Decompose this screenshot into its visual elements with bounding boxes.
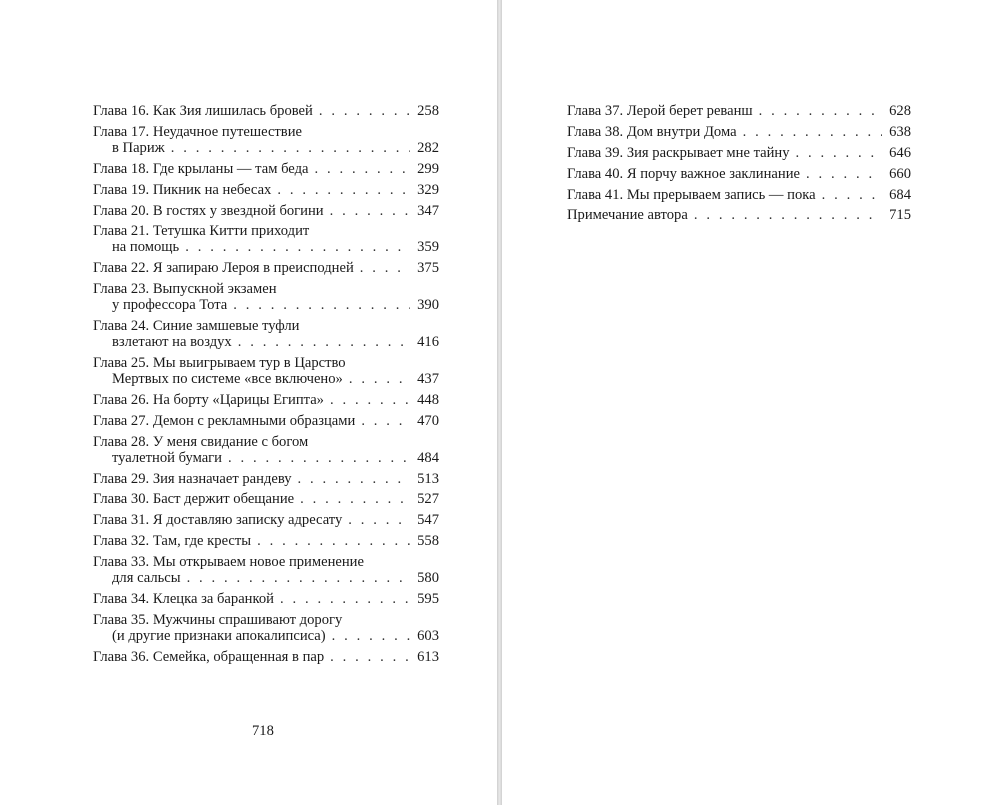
toc-page-number: 299 — [417, 160, 439, 177]
toc-entry-title: у профессора Тота — [112, 297, 228, 314]
toc-entry-line — [93, 649, 439, 665]
toc-entry-title: Глава 40. Я порчу важное заклинание — [567, 165, 801, 182]
toc-entry-title: Глава 38. Дом внутри Дома — [567, 123, 737, 140]
toc-page-number: 437 — [417, 371, 439, 388]
toc-entry-line — [93, 612, 439, 628]
toc-entry — [93, 355, 439, 387]
right-page — [502, 0, 1000, 805]
toc-entry-title: Глава 24. Синие замшевые туфли — [93, 318, 300, 335]
dot-leader — [330, 392, 410, 408]
dot-leader — [796, 145, 883, 161]
dot-leader — [743, 124, 883, 140]
toc-entry-line — [93, 554, 439, 570]
toc-entry-line — [93, 471, 439, 487]
toc-entry-title: Глава 26. На борту «Царицы Египта» — [93, 391, 324, 408]
toc-entry-line — [93, 182, 439, 198]
toc-entry — [93, 260, 439, 276]
toc-page-number: 359 — [417, 239, 439, 256]
dot-leader — [277, 182, 410, 198]
toc-page-number: 684 — [889, 186, 911, 203]
toc-page-number: 646 — [889, 144, 911, 161]
toc-entry — [567, 207, 911, 223]
dot-leader — [361, 413, 410, 429]
toc-list-right — [567, 103, 911, 228]
toc-entry-line — [93, 491, 439, 507]
toc-entry — [93, 533, 439, 549]
toc-entry-title: в Париж — [112, 139, 165, 156]
dot-leader — [185, 239, 410, 255]
dot-leader — [360, 260, 410, 276]
toc-page-number: 448 — [417, 391, 439, 408]
toc-entry-title: Глава 34. Клецка за баранкой — [93, 591, 274, 608]
toc-entry — [93, 281, 439, 313]
dot-leader — [280, 591, 410, 607]
toc-page-number: 347 — [417, 202, 439, 219]
toc-entry-title: Глава 25. Мы выигрываем тур в Царство — [93, 355, 346, 372]
dot-leader — [694, 207, 882, 223]
toc-page-number: 558 — [417, 533, 439, 550]
toc-entry-line — [93, 355, 439, 371]
toc-page-number: 527 — [417, 491, 439, 508]
toc-entry — [567, 145, 911, 161]
dot-leader — [330, 203, 411, 219]
dot-leader — [319, 103, 410, 119]
toc-entry-line — [567, 166, 911, 182]
left-page — [0, 0, 497, 805]
toc-entry — [93, 512, 439, 528]
dot-leader — [822, 187, 882, 203]
toc-entry-title: Глава 33. Мы открываем новое применение — [93, 554, 364, 571]
toc-entry — [93, 203, 439, 219]
toc-entry-line — [93, 434, 439, 450]
toc-entry-line — [93, 239, 439, 255]
toc-entry-line — [567, 103, 911, 119]
toc-page-number: 375 — [417, 260, 439, 277]
toc-entry-title: Глава 16. Как Зия лишилась бровей — [93, 103, 313, 119]
toc-page-number: 484 — [417, 449, 439, 466]
toc-page-number: 580 — [417, 570, 439, 587]
dot-leader — [233, 297, 410, 313]
toc-entry — [93, 591, 439, 607]
toc-page-number: 470 — [417, 412, 439, 429]
toc-entry-line — [93, 570, 439, 586]
toc-entry-title: Глава 22. Я запираю Лероя в преисподней — [93, 260, 354, 277]
toc-page-number: 638 — [889, 123, 911, 140]
dot-leader — [187, 570, 411, 586]
dot-leader — [257, 533, 410, 549]
toc-page-number: 416 — [417, 334, 439, 351]
toc-entry-title: (и другие признаки апокалипсиса) — [112, 627, 326, 644]
toc-entry — [93, 182, 439, 198]
toc-entry-line — [93, 140, 439, 156]
toc-entry-title: Глава 28. У меня свидание с богом — [93, 433, 309, 450]
toc-entry-title: Глава 18. Где крыланы — там беда — [93, 160, 309, 177]
toc-entry-title: Глава 37. Лерой берет реванш — [567, 103, 753, 119]
toc-entry-line — [93, 591, 439, 607]
toc-entry-title: Глава 20. В гостях у звездной богини — [93, 202, 324, 219]
toc-page-number: 628 — [889, 103, 911, 119]
toc-entry-title: Глава 41. Мы прерываем запись — пока — [567, 186, 816, 203]
dot-leader — [171, 140, 410, 156]
dot-leader — [315, 161, 411, 177]
toc-entry-line — [93, 103, 439, 119]
toc-entry — [93, 103, 439, 119]
toc-entry-title: Глава 17. Неудачное путешествие — [93, 123, 302, 140]
dot-leader — [330, 649, 410, 665]
toc-entry-line — [93, 533, 439, 549]
toc-entry-line — [567, 124, 911, 140]
toc-entry-line — [93, 450, 439, 466]
toc-entry — [93, 161, 439, 177]
toc-entry-line — [93, 318, 439, 334]
toc-entry-title: Глава 27. Демон с рекламными образцами — [93, 412, 356, 429]
toc-entry-title: Глава 29. Зия назначает рандеву — [93, 470, 292, 487]
toc-entry-title: на помощь — [112, 239, 180, 256]
toc-entry-line — [93, 413, 439, 429]
dot-leader — [332, 628, 410, 644]
dot-leader — [806, 166, 882, 182]
toc-entry-line — [93, 297, 439, 313]
toc-page-number: 660 — [889, 165, 911, 182]
toc-entry-title: Глава 31. Я доставляю записку адресату — [93, 512, 343, 529]
toc-entry-line — [93, 124, 439, 140]
toc-entry-line — [93, 392, 439, 408]
toc-page-number: 258 — [417, 103, 439, 119]
toc-entry-title: Примечание автора — [567, 207, 688, 224]
toc-entry-title: Глава 19. Пикник на небесах — [93, 181, 272, 198]
toc-entry-title: Глава 23. Выпускной экзамен — [93, 281, 277, 298]
toc-page-number: 282 — [417, 139, 439, 156]
toc-entry — [93, 124, 439, 156]
toc-entry — [93, 318, 439, 350]
toc-entry — [93, 471, 439, 487]
toc-entry-title: взлетают на воздух — [112, 334, 232, 351]
toc-page-number: 603 — [417, 627, 439, 644]
toc-entry — [93, 649, 439, 665]
toc-page-number: 547 — [417, 512, 439, 529]
toc-entry — [93, 491, 439, 507]
toc-entry — [93, 612, 439, 644]
toc-page-number: 613 — [417, 648, 439, 665]
toc-page-number: 329 — [417, 181, 439, 198]
dot-leader — [228, 450, 410, 466]
toc-entry — [93, 223, 439, 255]
toc-page-number: 595 — [417, 591, 439, 608]
toc-entry-line — [93, 371, 439, 387]
toc-entry-title: Глава 32. Там, где кресты — [93, 533, 252, 550]
toc-entry-line — [93, 203, 439, 219]
toc-entry-line — [93, 281, 439, 297]
dot-leader — [238, 334, 410, 350]
toc-entry-title: Глава 39. Зия раскрывает мне тайну — [567, 144, 790, 161]
toc-entry-line — [93, 334, 439, 350]
dot-leader — [298, 471, 411, 487]
toc-entry-line — [93, 260, 439, 276]
toc-entry-title: Глава 30. Баст держит обещание — [93, 491, 295, 508]
toc-entry — [93, 434, 439, 466]
toc-entry — [567, 103, 911, 119]
dot-leader — [348, 512, 410, 528]
toc-entry-line — [567, 145, 911, 161]
toc-entry — [93, 392, 439, 408]
toc-entry-title: Глава 36. Семейка, обращенная в пар — [93, 648, 325, 665]
toc-entry-title: для сальсы — [112, 570, 181, 587]
toc-entry-title: Глава 21. Тетушка Китти приходит — [93, 223, 310, 240]
toc-entry-title: Мертвых по системе «все включено» — [112, 371, 343, 388]
toc-entry — [567, 187, 911, 203]
toc-entry — [93, 413, 439, 429]
toc-entry — [93, 554, 439, 586]
dot-leader — [759, 103, 882, 119]
toc-page-number: 390 — [417, 297, 439, 314]
dot-leader — [300, 491, 410, 507]
toc-entry-line — [93, 628, 439, 644]
page-number: 718 — [252, 723, 274, 739]
toc-entry-title: Глава 35. Мужчины спрашивают дорогу — [93, 611, 343, 628]
dot-leader — [349, 371, 410, 387]
toc-entry-line — [567, 207, 911, 223]
toc-list-left — [93, 103, 439, 670]
toc-page-number: 715 — [889, 207, 911, 224]
toc-entry-line — [93, 223, 439, 239]
toc-entry-line — [93, 512, 439, 528]
toc-entry-line — [567, 187, 911, 203]
toc-entry-line — [93, 161, 439, 177]
toc-entry-title: туалетной бумаги — [112, 449, 222, 466]
toc-page-number: 513 — [417, 470, 439, 487]
toc-entry — [567, 166, 911, 182]
toc-entry — [567, 124, 911, 140]
